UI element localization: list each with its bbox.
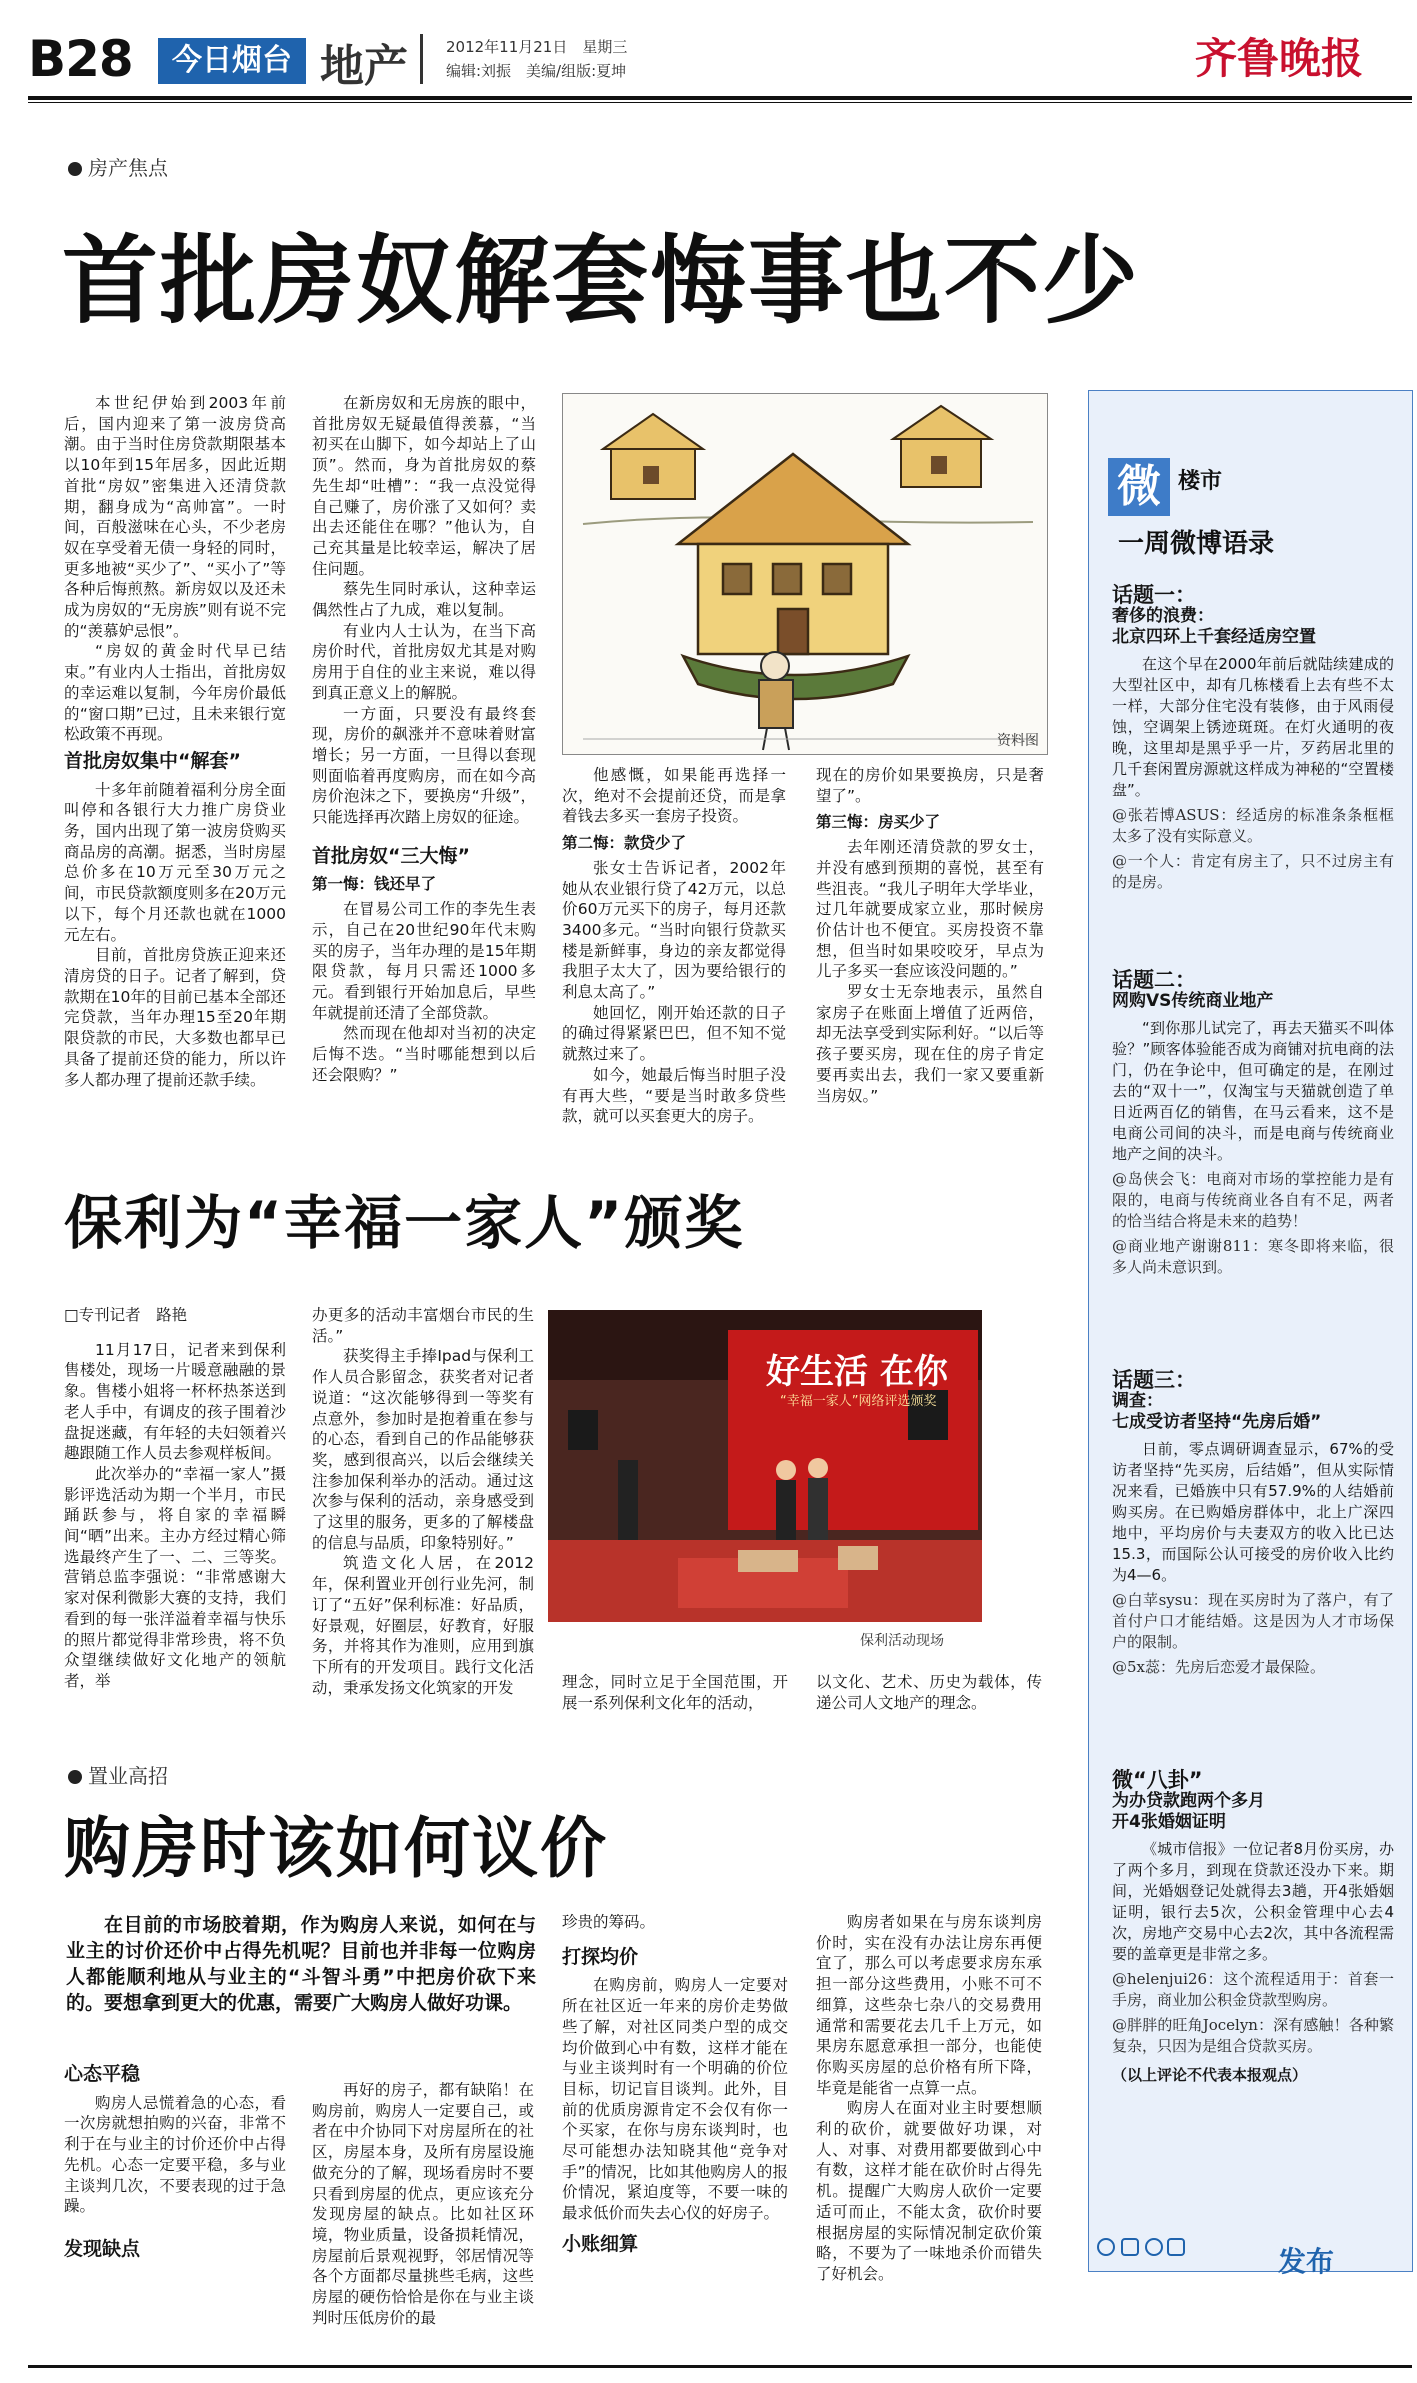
- page-number: B28: [28, 30, 133, 88]
- story2-column-1: □专刊记者 路艳 11月17日，记者来到保利售楼处，现场一片暖意融融的景象。售楼小姐将一杯杯热茶送到老人手中，有调皮的孩子围着沙盘捉迷藏，有年轻的夫妇领着兴趣跟随工作人员去参观样板间。 此次举办的“幸福一家人”摄影评选活动为期一个半月，市民踊跃参与，将自家的幸福瞬间“晒”出来。主办方经过精心筛选最终产生了一、二、三等奖。营销总监李强说：“非常感谢大家对保利微影大赛的支持，我们看到的每一张洋溢着幸福与快乐的照片都觉得非常珍贵，将不负众望继续做好文化地产的领航者，举: [64, 1306, 286, 1690]
- story3-column-2: 再好的房子，都有缺陷！在购房前，购房人一定要自己，或者在中介协同下对房屋所在的社区，房屋本身，及所有房屋设施做充分的了解，现场看房时不要只看到房屋的优点，更应该充分发现房屋的缺点。比如社区环境，物业质量，设备损耗情况，房屋前后景观视野，邻居情况等各个方面都尽量挑些毛病，这些房屋的硬伤恰恰是你在与业主谈判时压低房价的最: [312, 2081, 534, 2327]
- weibo-quote: @一个人：肯定有房主了，只不过房主有的是房。: [1112, 852, 1394, 891]
- story3-kicker: 置业高招: [68, 1760, 168, 1789]
- topic-label: 话题二：: [1112, 968, 1196, 992]
- topic-2: 话题二： 网购VS传统商业地产 “到你那儿试完了，再去天猫买不叫体验？”顾客体验能否成为商铺对抗电商的法门，仍在争论中，但可确定的是，在刚过去的“双十一”，仅淘宝与天猫就创造了单日近两百亿的销售，在马云看来，这不是电商公司间的决斗，而是电商与传统商业地产之间的决斗。 @岛侠会飞：电商对市场的掌控能力是有限的，电商与传统商业各自有不足，两者的恰当结合将是未来的趋势！ @商业地产谢谢811：寒冬即将来临，很多人尚未意识到。: [1112, 968, 1394, 1276]
- topic-label: 话题一：: [1112, 583, 1196, 607]
- story2-headline: 保利为“幸福一家人”颁奖: [64, 1189, 745, 1257]
- story3-intro: 在目前的市场胶着期，作为购房人来说，如何在与业主的讨价还价中占得先机呢？目前也并非每一位购房人都能顺利地从与业主的“斗智斗勇”中把房价砍下来的。要想拿到更大的优惠，需要广大购房人做好功课。: [66, 1914, 536, 2014]
- day-label: 今日烟台: [158, 38, 306, 84]
- story2-column-3: 理念，同时立足于全国范围，开展一系列保利文化年的活动，: [562, 1673, 788, 1712]
- bullet-icon: [68, 1770, 82, 1784]
- topic-sub2: 七成受访者坚持“先房后婚”: [1112, 1412, 1322, 1432]
- weibo-icon-row: [1096, 2235, 1186, 2259]
- topic-sub1: 调查：: [1112, 1391, 1163, 1411]
- publish-label: 发布: [1278, 2245, 1335, 2278]
- weibo-quote: @5x蕊：先房后恋爱才最保险。: [1112, 1658, 1326, 1676]
- topic-label: 话题三：: [1112, 1368, 1196, 1392]
- section-title: 地产: [320, 41, 408, 92]
- story3-headline: 购房时该如何议价: [64, 1810, 608, 1887]
- subhead-minor: 第一悔：钱还早了: [312, 875, 437, 894]
- sidebar-tag: 楼市: [1178, 469, 1223, 494]
- editor-line: 编辑:刘振 美编/组版:夏坤: [446, 62, 627, 80]
- event-photo: [548, 1310, 982, 1622]
- weibo-quote: @商业地产谢谢811：寒冬即将来临，很多人尚未意识到。: [1112, 1237, 1394, 1276]
- story3-column-4: 购房者如果在与房东谈判房价时，实在没有办法让房东再便宜了，那么可以考虑要求房东承担一部分这些费用，小账不可不细算，这些杂七杂八的交易费用通常和需要花去几千上万元，如果房东愿意承担一部分，也能使你购买房屋的总价格有所下降，毕竟是能省一点算一点。 购房人在面对业主时要想顺利的砍价，就要做好功课，对人、对事、对费用都要做到心中有数，这样才能在砍价时占得先机。提醒广大购房人砍价一定要适可而止，不能太贪，砍价时要根据房屋的实际情况制定砍价策略，不要为了一味地杀价而错失了好机会。: [816, 1913, 1042, 2283]
- topic-sub1: 网购VS传统商业地产: [1112, 991, 1274, 1011]
- byline: □专刊记者 路艳: [64, 1306, 188, 1324]
- weibo-quote: @白苹sysu：现在买房时为了落户，有了首付户口才能结婚。这是因为人才市场保户的限制。: [1112, 1591, 1394, 1651]
- weibo-quote: @胖胖的旺角Jocelyn：深有感触！各种繁复杂，只因为是组合贷款买房。: [1112, 2016, 1394, 2055]
- story1-column-4: 现在的房价如果要换房，只是奢望了”。 第三悔：房买少了 去年刚还清贷款的罗女士，并没有感到预期的喜悦，甚至有些沮丧。“我儿子明年大学毕业，过几年就要成家立业，那时候房价估计也不便宜。买房投资不靠想，但当时如果咬咬牙，早点为儿子多买一套应该没问题的。” 罗女士无奈地表示，虽然自家房子在账面上增值了近两倍，却无法享受到实际利好。“以后等孩子要买房，现在住的房子肯定要再卖出去，我们一家又要重新当房奴。”: [816, 766, 1044, 1105]
- story1-column-2: 在新房奴和无房族的眼中，首批房奴无疑最值得羡慕，“当初买在山脚下，如今却站上了山顶”。然而，身为首批房奴的蔡先生却“吐槽”：“我一点没觉得自己赚了，房价涨了又如何？卖出去还能住在哪？”他认为，自己充其量是比较幸运，解决了居住问题。 蔡先生同时承认，这种幸运偶然性占了九成，难以复制。 有业内人士认为，在当下高房价时代，首批房奴尤其是对购房用于自住的业主来说，难以得到真正意义上的解脱。 一方面，只要没有最终套现，房价的飙涨并不意味着财富增长；另一方面，一旦得以套现则面临着再度购房，而在如今高房价泡沫之下，要换房“升级”，只能选择再次踏上房奴的征途。 首批房奴“三大悔” 第一悔：钱还早了 在冒易公司工作的李先生表示，自己在20世纪90年代末购买的房子，当年办理的是15年期限贷款，每月只需还1000多元。看到银行开始加息后，早些年就提前还清了全部贷款。 然而现在他却对当初的决定后悔不迭。“当时哪能想到以后还会限购？”: [312, 394, 536, 1084]
- story2-column-4: 以文化、艺术、历史为载体，传递公司人文地产的理念。: [816, 1673, 1042, 1712]
- story1-kicker: 房产焦点: [68, 152, 168, 181]
- topic-3: 话题三： 调查： 七成受访者坚持“先房后婚” 日前，零点调研调查显示，67%的受访者坚持“先买房，后结婚”，但从实际情况来看，已婚族中只有57.9%的人结婚前购买房。在已购婚房群体中，北上广深四地中，平均房价与夫妻双方的收入比已达15.3，而国际公认可接受的房价收入比约为4—6。 @白苹sysu：现在买房时为了落户，有了首付户口才能结婚。这是因为人才市场保户的限制。 @5x蕊：先房后恋爱才最保险。: [1112, 1368, 1394, 1676]
- weibo-quote: @helenjui26：这个流程适用于：首套一手房，商业加公积金贷款型购房。: [1112, 1970, 1394, 2009]
- story1-column-1: 本世纪伊始到2003年前后，国内迎来了第一波房贷高潮。由于当时住房贷款期限基本以10年到15年居多，因此近期首批“房奴”密集进入还清贷款期，翻身成为“高帅富”。一时间，百般滋味在心头，不少老房奴在享受着无债一身轻的同时，更多地被“买少了”、“买小了”等各种后悔煎熬。新房奴以及还未成为房奴的“无房族”则有说不完的“羡慕妒忌恨”。 “房奴的黄金时代早已结束。”有业内人士指出，首批房奴的幸运难以复制，今年房价最低的“窗口期”已过，且未来银行宽松政策不再现。 首批房奴集中“解套” 十多年前随着福利分房全面叫停和各银行大力推广房贷业务，国内出现了第一波房贷购买商品房的高潮。据悉，当时房屋总价多在10万元至30万元之间，市民贷款额度则多在20万元以下，每个月还款也就在1000元左右。 目前，首批房贷族正迎来还清房贷的日子。记者了解到，贷款期在10年的目前已基本全部还完贷款，当年办理15至20年期限贷款的市民，大多数也都早已具备了提前还贷的能力，所以许多人都办理了提前还款手续。: [64, 394, 286, 1089]
- story1-column-3: 他感慨，如果能再选择一次，绝对不会提前还贷，而是拿着钱去多买一套房子投资。 第二悔：款贷少了 张女士告诉记者，2002年她从农业银行贷了42万元，以总价60万元买下的房子，每月还款3400多元。“当时向银行贷款买楼是新鲜事，身边的亲友都觉得我胆子太大了，因为要给银行的利息太高了。” 她回忆，刚开始还款的日子的确过得紧紧巴巴，但不知不觉就熬过来了。 如今，她最后悔当时胆子没有再大些，“要是当时敢多贷些款，就可以买套更大的房子。: [562, 766, 786, 1126]
- gossip-section: 微“八卦” 为办贷款跑两个多月 开4张婚姻证明 《城市信报》一位记者8月份买房，办了两个多月，到现在贷款还没办下来。期间，光婚姻登记处就得去3趟，开4张婚姻证明，银行去5次，公积金管理中心去4次，房地产交易中心去2次，其中各流程需要的盖章更是非常之多。 @helenjui26：这个流程适用于：首套一手房，商业加公积金贷款型购房。 @胖胖的旺角Jocelyn：深有感触！各种繁复杂，只因为是组合贷款买房。 （以上评论不代表本报观点）: [1112, 1768, 1394, 2084]
- photo-banner-subtext: “幸福一家人”网络评选颁奖: [780, 1394, 937, 1409]
- top-rule: [28, 96, 1412, 100]
- photo-caption: 保利活动现场: [860, 1633, 944, 1649]
- house-illustration: [562, 393, 1048, 755]
- subhead-minor: 第二悔：款贷少了: [562, 834, 687, 853]
- top-rule-thin: [28, 102, 1412, 103]
- subhead-minor: 第三悔：房买少了: [816, 813, 941, 832]
- weibo-icons: [1096, 2235, 1186, 2259]
- story3-column-3: 珍贵的筹码。 打探均价 在购房前，购房人一定要对所在社区近一年来的房价走势做些了解，对社区同类户型的成交均价做到心中有数，这样才能在与业主谈判时有一个明确的价位目标，切记盲目谈判。此外，目前的优质房源肯定不会仅有你一个买家，在你与房东谈判时，也尽可能想办法知晓其他“竞争对手”的情况，比如其他购房人的报价情况，紧迫度等，不要一味的最求低价而失去心仪的好房子。 小账细算: [562, 1913, 788, 2255]
- wei-badge: 微: [1108, 458, 1170, 516]
- weibo-quote: @岛侠会飞：电商对市场的掌控能力是有限的，电商与传统商业各自有不足，两者的恰当结合将是未来的趋势！: [1112, 1170, 1394, 1230]
- bottom-rule: [28, 2365, 1412, 2368]
- masthead: [0, 0, 1417, 96]
- weibo-quote: @张若博ASUS：经适房的标准条条框框太多了没有实际意义。: [1112, 806, 1394, 845]
- bullet-icon: [68, 162, 82, 176]
- illustration-caption: 资料图: [997, 733, 1039, 749]
- sidebar-title: 一周微博语录: [1118, 529, 1275, 559]
- subhead: 首批房奴集中“解套”: [64, 749, 241, 772]
- date-line: 2012年11月21日 星期三: [446, 38, 628, 56]
- subhead: 小账细算: [562, 2232, 639, 2255]
- disclaimer: （以上评论不代表本报观点）: [1112, 2066, 1308, 2084]
- gossip-sub1: 为办贷款跑两个多月: [1112, 1791, 1265, 1811]
- story1-headline: 首批房奴解套悔事也不少: [62, 225, 1140, 337]
- illustration-svg: [563, 394, 1047, 754]
- subhead: 首批房奴“三大悔”: [312, 844, 470, 867]
- gossip-sub2: 开4张婚姻证明: [1112, 1812, 1226, 1832]
- gossip-title: 微“八卦”: [1112, 1768, 1203, 1792]
- topic-1: 话题一： 奢侈的浪费： 北京四环上千套经适房空置 在这个早在2000年前后就陆续建成的大型社区中，却有几栋楼看上去有些不太一样，大部分住宅没有装修，由于风雨侵蚀，空调架上锈迹斑斑。在灯火通明的夜晚，这里却是黑乎乎一片，歹药居北里的几千套闲置房源就这样成为神秘的“空置楼盘”。 @张若博ASUS：经适房的标准条条框框太多了没有实际意义。 @一个人：肯定有房主了，只不过房主有的是房。: [1112, 583, 1394, 891]
- newspaper-logo: 齐鲁晚报: [1195, 34, 1364, 83]
- masthead-divider: [420, 34, 423, 84]
- story2-column-2: 办更多的活动丰富烟台市民的生活。” 获奖得主手捧Ipad与保利工作人员合影留念，获奖者对记者说道：“这次能够得到一等奖有点意外，参加时是抱着重在参与的心态，看到自己的作品能够获奖，感到很高兴，以后会继续关注参加保利举办的活动。通过这次参与保利的活动，亲身感受到了这里的服务，更多的了解楼盘的信息与品质，印象特别好。” 筑造文化人居，在2012年，保利置业开创行业先河，制订了“五好”保利标准：好品质，好景观，好圈层，好教育，好服务，并将其作为准则，应用到旗下所有的开发项目。践行文化活动，秉承发扬文化筑家的开发: [312, 1306, 534, 1697]
- topic-sub1: 奢侈的浪费：: [1112, 606, 1214, 626]
- photo-banner-text: 好生活 在你: [766, 1352, 948, 1392]
- topic-sub2: 北京四环上千套经适房空置: [1112, 627, 1316, 647]
- subhead: 打探均价: [562, 1945, 639, 1968]
- subhead: 心态平稳: [64, 2063, 141, 2085]
- story3-column-1: 心态平稳 购房人忌慌着急的心态，看一次房就想拍购的兴奋，非常不利于在与业主的讨价还价中占得先机。心态一定要平稳，多与业主谈判几次，不要表现的过于急躁。 发现缺点: [64, 2063, 286, 2260]
- subhead: 发现缺点: [64, 2237, 141, 2260]
